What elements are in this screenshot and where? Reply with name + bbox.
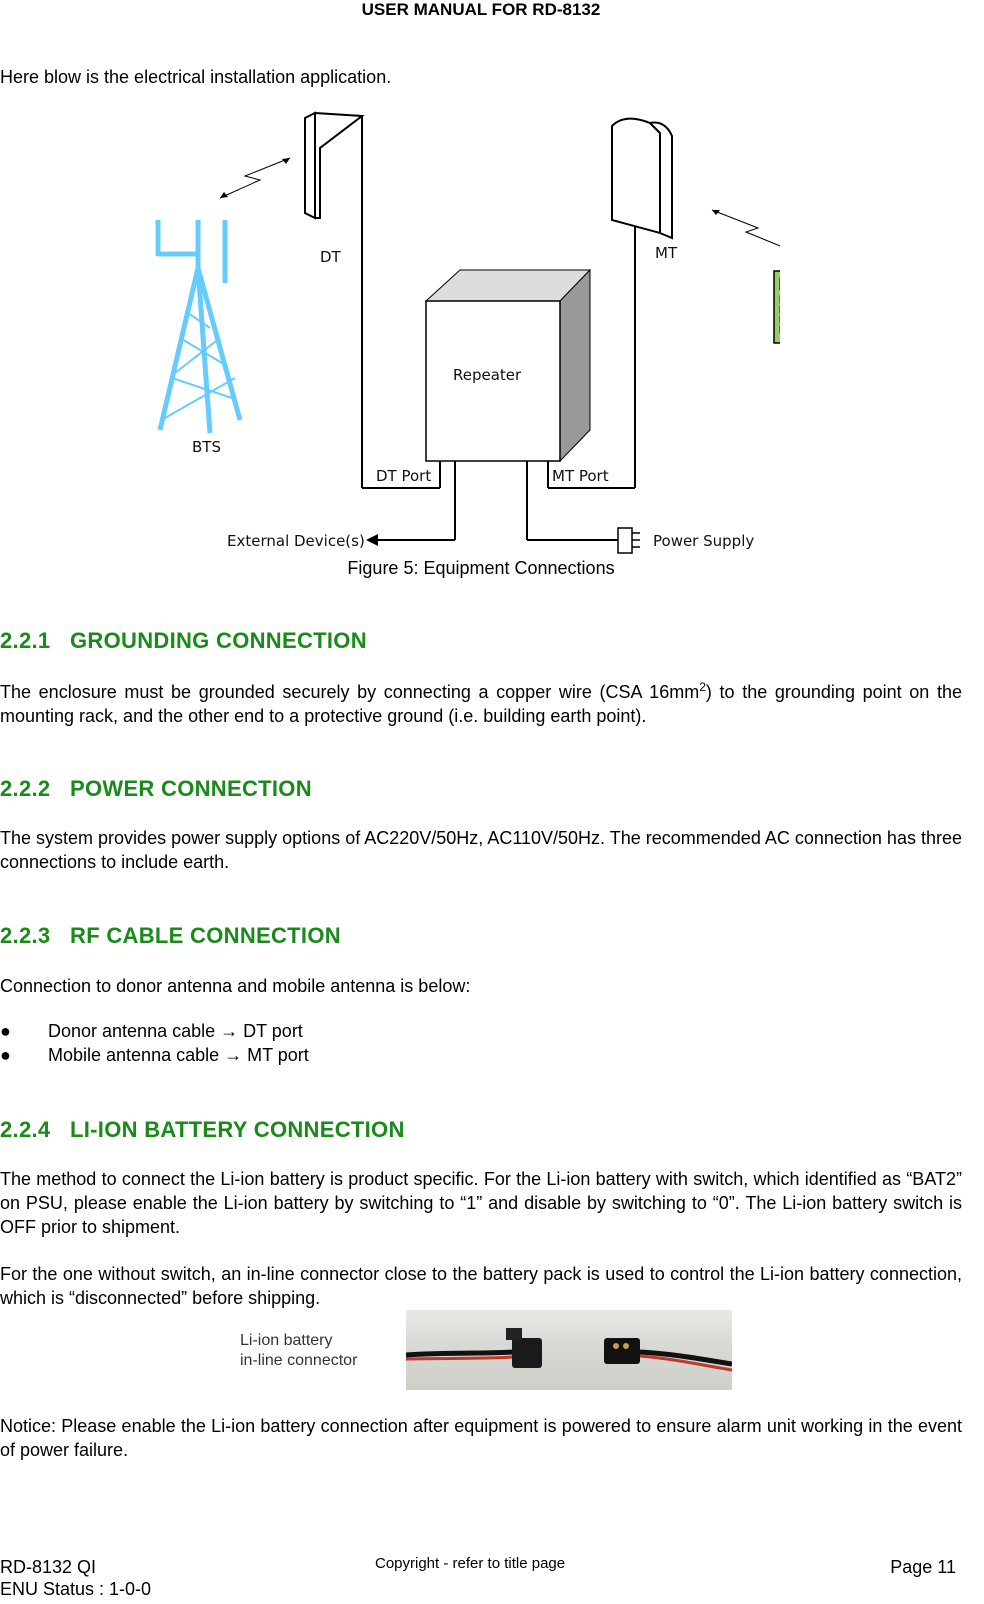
section-number: 2.2.4 <box>0 1117 51 1142</box>
figure-caption: Figure 5: Equipment Connections <box>347 558 615 578</box>
mobile-phone-icon <box>774 256 780 343</box>
repeater-label: Repeater <box>453 366 522 384</box>
section-number: 2.2.1 <box>0 628 51 653</box>
rf-cable-paragraph: Connection to donor antenna and mobile antenna is below: <box>0 976 471 996</box>
section-title: LI-ION BATTERY CONNECTION <box>70 1117 405 1142</box>
grounding-paragraph: The enclosure must be grounded securely by connecting a copper wire (CSA $16mm^2$) to the grounding point on the mounting rack, and the other end to a protective ground (i.e. building earth point). <box>0 680 962 726</box>
intro-text: Here blow is the electrical installation application. <box>0 67 392 87</box>
section-heading-li-ion-battery <box>0 1117 405 1143</box>
power-supply-label: Power Supply <box>653 532 755 550</box>
connector-photo-label: Li-ion battery in-line connector <box>240 1332 358 1369</box>
mt-label: MT <box>655 244 678 262</box>
battery-connector-icon <box>406 1328 732 1370</box>
external-device-label: External Device(s) <box>227 532 365 550</box>
battery-paragraph-1: The method to connect the Li-ion battery is product specific. For the Li-ion battery with switch, which identified as “BAT2” on PSU, please enable the Li-ion battery by switching to “1” and disable by switching to “0”. The Li-ion battery switch is OFF prior to shipment. <box>0 1169 962 1237</box>
mt-antenna-icon <box>612 119 672 488</box>
footer-status: ENU Status : 1-0-0 <box>0 1579 152 1599</box>
list-item: ● Donor antenna cable → DT port <box>0 1021 303 1041</box>
dt-port-label: DT Port <box>376 467 432 485</box>
footer-page-number: Page 11 <box>890 1557 956 1577</box>
connector-photo <box>406 1310 732 1390</box>
section-number: 2.2.2 <box>0 776 51 801</box>
section-title: GROUNDING CONNECTION <box>70 628 367 653</box>
mt-port-label: MT Port <box>552 467 609 485</box>
power-paragraph: The system provides power supply options of AC220V/50Hz, AC110V/50Hz. The recommended AC connection has three connections to include earth. <box>0 828 962 872</box>
section-title: POWER CONNECTION <box>70 776 312 801</box>
battery-paragraph-2: For the one without switch, an in-line connector close to the battery pack is used to control the Li-ion battery connection, which is “disconnected” before shipping. <box>0 1264 962 1308</box>
dt-antenna-icon <box>305 113 362 488</box>
bts-dt-link-icon <box>220 158 290 198</box>
equipment-connections-diagram <box>150 108 780 558</box>
bts-tower-icon <box>158 220 240 433</box>
power-plug-icon <box>618 528 640 553</box>
section-title: RF CABLE CONNECTION <box>70 923 341 948</box>
section-number: 2.2.3 <box>0 923 51 948</box>
section-heading-rf-cable <box>0 923 341 949</box>
dt-label: DT <box>320 248 341 266</box>
section-heading-power <box>0 776 312 802</box>
document-header-title: USER MANUAL FOR RD-8132 <box>361 0 601 19</box>
list-item: ● Mobile antenna cable → MT port <box>0 1045 309 1065</box>
bts-label: BTS <box>192 438 221 456</box>
footer-copyright: Copyright - refer to title page <box>375 1555 566 1572</box>
notice-paragraph: Notice: Please enable the Li-ion battery connection after equipment is powered to ensure alarm unit working in the event of power failure. <box>0 1416 962 1460</box>
section-heading-grounding <box>0 628 367 654</box>
footer-doc-id: RD-8132 QI <box>0 1557 97 1577</box>
mt-phone-link-icon <box>712 210 780 250</box>
